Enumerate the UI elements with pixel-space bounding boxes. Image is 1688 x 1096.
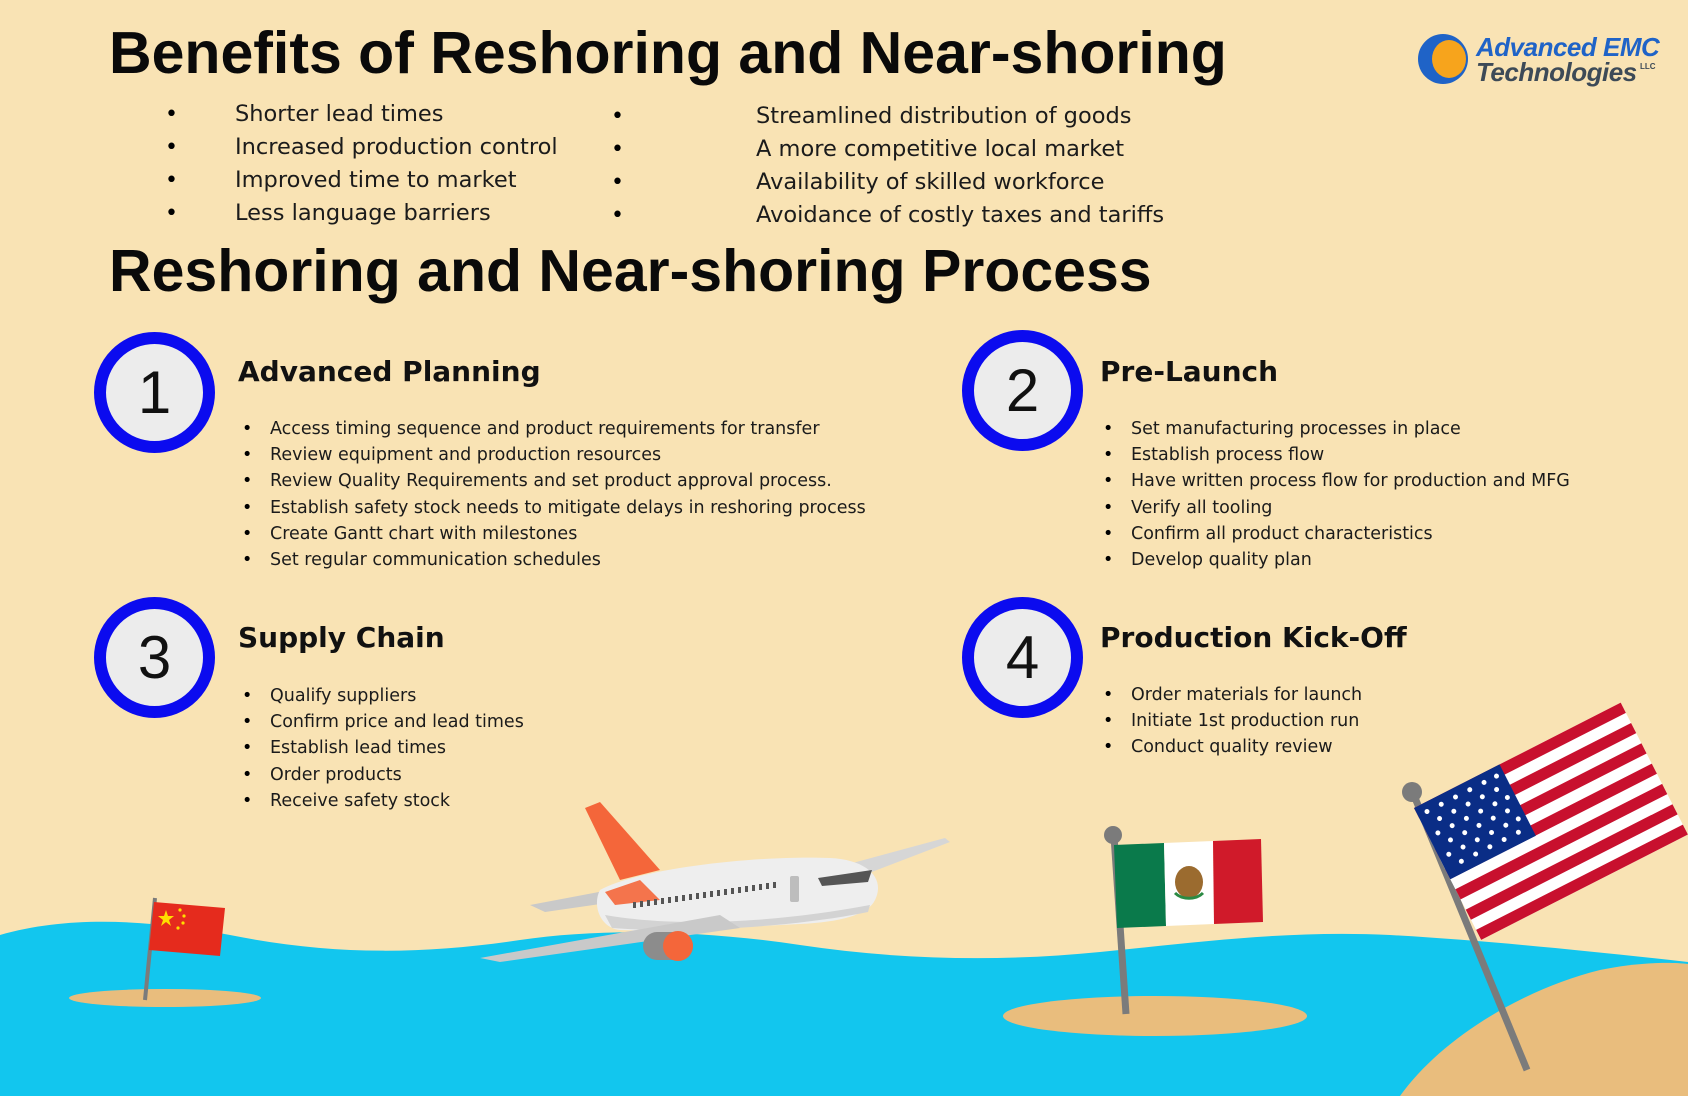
list-item: • Develop quality plan — [1131, 547, 1570, 573]
logo-mark-icon — [1418, 34, 1468, 84]
logo-line-1: Advanced EMC — [1476, 32, 1660, 62]
step-4-title: Production Kick-Off — [1100, 621, 1407, 654]
list-item: • Review equipment and production resources — [270, 442, 866, 468]
list-item: • Set manufacturing processes in place — [1131, 416, 1570, 442]
list-item: • Availability of skilled workforce — [756, 166, 1164, 199]
step-1-number: 1 — [94, 332, 215, 453]
list-item: • Less language barriers — [235, 197, 558, 230]
list-item: • Streamlined distribution of goods — [756, 100, 1164, 133]
step-4-list — [1131, 682, 1362, 761]
list-item: • Establish process flow — [1131, 442, 1570, 468]
list-item: • Establish safety stock needs to mitigate delays in reshoring process — [270, 495, 866, 521]
list-item: • Establish lead times — [270, 735, 524, 761]
list-item: • Create Gantt chart with milestones — [270, 521, 866, 547]
list-item: • Review Quality Requirements and set product approval process. — [270, 468, 866, 494]
step-2-number: 2 — [962, 330, 1083, 451]
list-item: • A more competitive local market — [756, 133, 1164, 166]
island-middle — [1003, 996, 1307, 1036]
step-1-title: Advanced Planning — [238, 355, 541, 388]
process-title: Reshoring and Near-shoring Process — [109, 238, 1152, 304]
step-3-number: 3 — [94, 597, 215, 718]
logo-suffix: LLC — [1640, 62, 1656, 71]
list-item: • Have written process flow for production and MFG — [1131, 468, 1570, 494]
list-item: • Avoidance of costly taxes and tariffs — [756, 199, 1164, 232]
list-item: • Increased production control — [235, 131, 558, 164]
step-3-title: Supply Chain — [238, 621, 445, 654]
list-item: • Confirm price and lead times — [270, 709, 524, 735]
benefits-list-right — [756, 100, 1164, 232]
list-item: • Receive safety stock — [270, 788, 524, 814]
list-item: • Qualify suppliers — [270, 683, 524, 709]
list-item: • Access timing sequence and product requirements for transfer — [270, 416, 866, 442]
list-item: • Verify all tooling — [1131, 495, 1570, 521]
step-4-number: 4 — [962, 597, 1083, 718]
step-1-list — [270, 416, 866, 573]
benefits-title: Benefits of Reshoring and Near-shoring — [109, 20, 1227, 86]
list-item: • Initiate 1st production run — [1131, 708, 1362, 734]
list-item: • Conduct quality review — [1131, 734, 1362, 760]
list-item: • Improved time to market — [235, 164, 558, 197]
step-3-list — [270, 683, 524, 814]
step-2-title: Pre-Launch — [1100, 355, 1279, 388]
logo-line-2: Technologies — [1476, 57, 1637, 87]
company-logo — [1418, 32, 1668, 88]
list-item: • Shorter lead times — [235, 98, 558, 131]
list-item: • Order materials for launch — [1131, 682, 1362, 708]
benefits-list-left — [235, 98, 558, 230]
list-item: • Confirm all product characteristics — [1131, 521, 1570, 547]
step-2-list — [1131, 416, 1570, 573]
list-item: • Set regular communication schedules — [270, 547, 866, 573]
island-left — [69, 989, 261, 1007]
list-item: • Order products — [270, 762, 524, 788]
